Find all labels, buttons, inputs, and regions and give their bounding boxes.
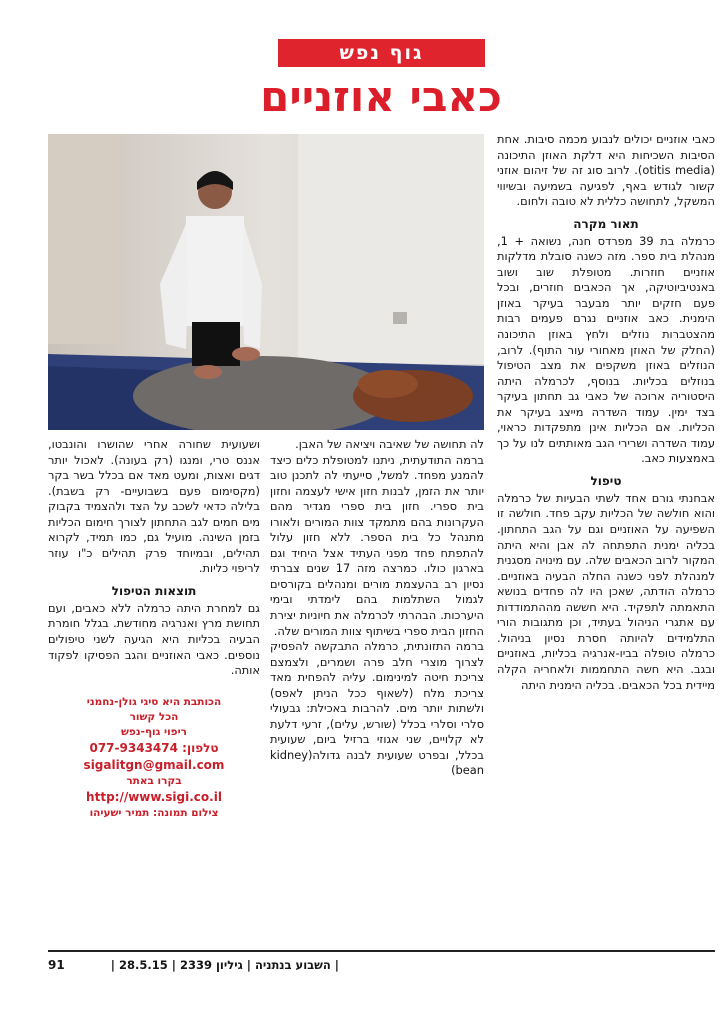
column-right <box>497 132 715 946</box>
photo-credit: צילום תמונה: תמיר ישעיהו <box>89 806 219 819</box>
footer-divider <box>48 950 715 952</box>
phone-number[interactable]: 077-9343474 <box>89 740 178 755</box>
phone-label: טלפון: <box>182 740 219 755</box>
website-link[interactable]: http://www.sigi.co.il <box>86 789 222 804</box>
publication-name: השבוע בנתניה <box>254 958 331 972</box>
treatment-heading: טיפול <box>590 473 622 488</box>
phone-line <box>48 740 260 757</box>
results-paragraph: גם למחרת היתה כרמלה ללא כאבים, ועם תחושת מרץ ואנרגיה מחודשת. בגלל חומרת הבעיה בכליות היא הגיעה לשני טיפולים נוספים. כאבי האוזניים והגב הפסיקו לפקוד אותה. <box>48 600 260 678</box>
publication-info: | השבוע בנתניה | גיליון 2339 | 28.5.15 | <box>110 958 339 972</box>
photo-icon <box>48 134 484 430</box>
case-paragraph: כרמלה בת 39 מפרדס חנה, נשואה + 1, מנהלת בית ספר. מזה כשנה סובלת מדלקות אוזניים חוזרות. מטופלת שוב ושוב באנטיביוטיקה, אך הכאבים חוזרים, ובכל פעם חזקים יותר מבעבר בעיקר באוזן הימנית. כאב אוזניים נגרם פעמים רבות מהצטברות נוזלים ולחץ באוזן התיכונה (החלק של האוזן מאחורי עור התוף). לרוב, הנוזלים באוזן משקפים את מצב הטיפול בנוזלים בכליות. בנוסף, לכרמלה היתה היסטוריה ארוכה של כאבי גב תחתון בעיקר בצד ימין. עמוד השדרה מייצג בעיקר את הכליות. אם הכליות אינן מתפקדות כראוי, עמוד השדרה ושרירי הגב מאותתים לנו על כך באמצעות כאב. <box>497 233 715 466</box>
visit-label: בקרו באתר <box>126 774 182 787</box>
stone-paragraph: לה תחושה של שאיבה ויציאה של האבן. <box>295 437 484 451</box>
article-photo <box>48 134 484 430</box>
email-link[interactable]: sigalitgn@gmail.com <box>83 757 225 772</box>
awareness-paragraph: ברמה התודעתית, ניתנו למטופלת כלים כיצד להמנע מפחד. למשל, סייעתי לה לתכנן טוב יותר את הזמן, לבנות חזון אישי לעצמה וחזון בית ספרי. חזון בית ספרי מגדיר מהם העקרונות בהם מתמקד צוות המורים ולאורו מתנהל כל בית הספר. ללא חזון עלול להתפתח פחד מפני העתיד אצל היחיד וגם בארגון כולו. כמרצה מזה 17 שנים צברתי נסיון רב בהעצמת מורים ומנהלים בקורסים לגמול השתלמות בהם לימדתי ובימי היערכות. הבהרתי לכרמלה את חיוניות יצירת החזון הבית ספרי בשיתוף צוות המורים שלה. <box>270 452 484 638</box>
clinic-name: ריפוי גוף-נפש <box>120 725 188 738</box>
page-number: 91 <box>48 958 65 972</box>
issue-date: 28.5.15 <box>118 958 168 972</box>
page-footer <box>48 956 715 974</box>
results-heading: תוצאות הטיפול <box>111 583 197 598</box>
article-headline: כאבי אוזניים <box>260 72 502 121</box>
issue-number: גיליון 2339 <box>179 958 243 972</box>
contact-label: הכל קשור <box>129 710 179 723</box>
treatment-paragraph: אבחנתי גורם אחד לשתי הבעיות של כרמלה והוא חולשה של הכליות עקב פחד. חולשה זו השפיעה על האוזניים וגם על הגב התחתון. בכליה ימנית התפתחה לה אבן והיא היתה המקור לרוב הכאבים שלה. עם מינויה מסגנית למנהלת לפני כשנה החלה הבעיה באוזניים. כרמלה הודתה, שאכן היו לה פחדים בנושא התאמתה לתפקיד. היא חששה מההתמודדות עם אתגרי הניהול בעתיד, וכן מתגובות הורי התלמידים להיותה חסרת נסיון בניהול. כרמלה טופלה בביו-אנרגיה בכליות, באוזניים ובגב. היא חשה התחממות ולאחריה הקלה מיידית בכל הכאבים. בכליה הימנית היתה <box>497 490 715 692</box>
intro-paragraph: כאבי אוזניים יכולים לנבוע מכמה סיבות. אחת הסיבות השכיחות היא דלקת האוזן התיכונה (otitis media). לרוב סוג זה של זיהום אוזני קשור לגודש באף, לפגיעה בשמיעה ובשיווי המשקל, לתחושה כללית לא טובה ולחום. <box>497 132 715 209</box>
section-label: גוף נפש <box>278 39 485 67</box>
nutrition-paragraph: ברמה התזונתית, כרמלה התבקשה להפסיק לצרוך מוצרי חלב פרה ושמרים, ולצמצם צריכת חיטה למינימום. עליה להפחית מאד צריכת מלח (לשאוף ככל הניתן לאפס) ולשתות יותר מים. להרבות באכילת: גבעולי סלרי וסלרי בכלל (שורש, עלים), זרעי דלעת לא קלויים, שני אגוזי ברזיל ביום, שעועית בכלל, ובפרט שעועית לבנה גדולה(kidney bean) <box>270 639 484 778</box>
case-heading: תאור מקרה <box>573 216 639 231</box>
column-left <box>48 437 260 957</box>
author-line: הכותבת היא סיגי גולן-נחמני <box>86 695 222 708</box>
author-credits <box>48 695 260 821</box>
column-middle <box>270 437 484 947</box>
nutrition-continued-paragraph: ושעועית שחורה אחרי שהושרו והונבטו, אננס טרי, ומנגו (רק בעונה). לאכול יותר דגים ואצות, ומעט מאד אם בכלל בשר בקר (מקסימום פעם בשבועיים- רק בשבת). בלילה כדאי לשכב על הצד ולהצמיד בקבוק מים חמים לגב התחתון לצורך חימום הכליות בזמן השינה. מועיל גם, כמו תמיד, לקרוא תהילים, ובמיוחד פרק תהילים כ"ו עוזר לריפוי כליות. <box>48 437 260 576</box>
